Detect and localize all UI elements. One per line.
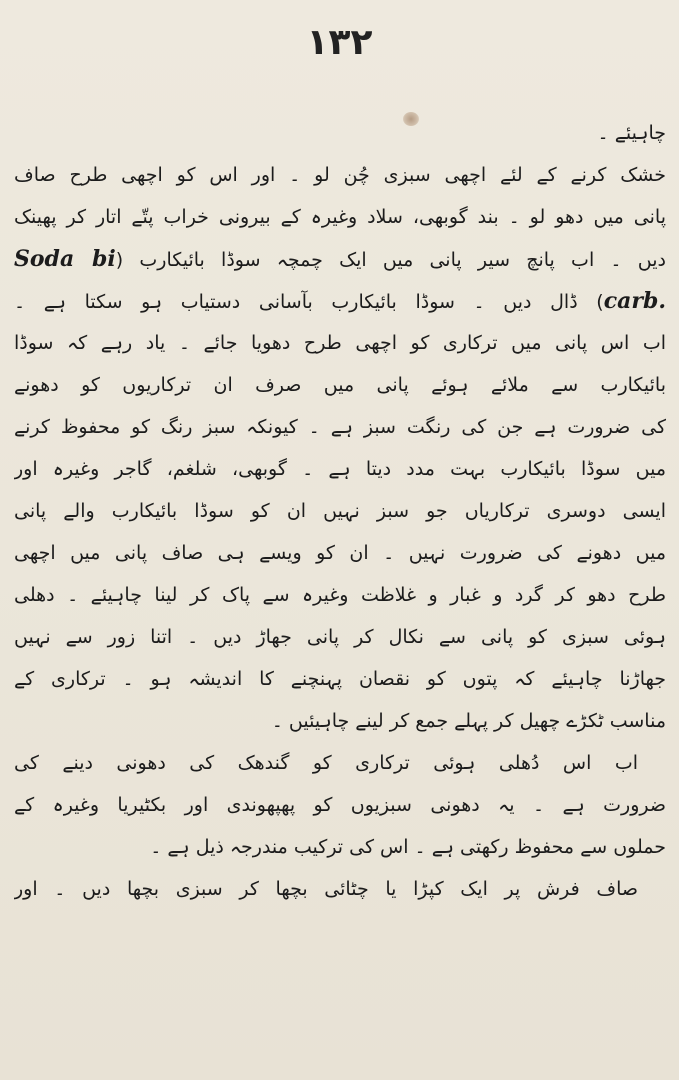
text-line: خشک کرنے کے لئے اچھی سبزی چُن لو ۔ اور اس کو اچھی طرح صاف [14,164,666,186]
text-line: ضرورت ہے ۔ یہ دھونی سبزیوں کو پھپھوندی اور بکٹیریا وغیرہ کے [14,794,666,816]
text-line: بائیکارب سے ملائے ہوئے پانی میں صرف ان ترکاریوں کو دھونے [14,374,666,396]
text-line: carb.) ڈال دیں ۔ سوڈا بائیکارب بآسانی دستیاب ہو سکتا ہے ۔ [14,288,666,314]
text-line: طرح دھو کر گرد و غبار و غلاظت وغیرہ سے پاک کر لینا چاہیئے ۔ دھلی [14,584,666,606]
text-line: چاہیئے ۔ [597,122,666,144]
text-line: پانی میں دھو لو ۔ بند گوبھی، سلاد وغیرہ کے بیرونی خراب پتّے اتار کر پھینک [14,206,666,228]
page-number: ۱۳۲ [306,22,373,63]
text-line: ایسی دوسری ترکاریاں جو سبز نہیں ان کو سوڈا بائیکارب والے پانی [14,500,666,522]
latin-term-carb: carb. [603,288,666,314]
page-text [14,112,666,910]
text-line: اب اس پانی میں ترکاری کو اچھی طرح دھویا جائے ۔ یاد رہے کہ سوڈا [14,332,666,354]
text-line: میں دھونے کی ضرورت نہیں ۔ ان کو ویسے ہی صاف پانی میں اچھی [14,542,666,564]
text-line: میں سوڈا بائیکارب بہت مدد دیتا ہے ۔ گوبھی، شلغم، گاجر وغیرہ اور [14,458,666,480]
text-line: جھاڑنا چاہیئے کہ پتوں کو نقصان پہنچنے کا اندیشہ ہو ۔ ترکاری کے [14,668,666,690]
text-line: صاف فرش پر ایک کپڑا یا چٹائی بچھا کر سبزی بچھا دیں ۔ اور [14,878,638,900]
text-line: کی ضرورت ہے جن کی رنگت سبز ہے ۔ کیونکہ سبز رنگ کو محفوظ کرنے [14,416,666,438]
text-line: دیں ۔ اب پانچ سیر پانی میں ایک چمچہ سوڈا بائیکارب (Soda bi [14,246,666,272]
text-line: حملوں سے محفوظ رکھتی ہے ۔ اس کی ترکیب مندرجہ ذیل ہے ۔ [150,836,666,858]
text-line: اب اس دُھلی ہوئی ترکاری کو گندھک کی دھونی دینے کی [14,752,638,774]
latin-term-soda: Soda bi [14,246,116,272]
text-line: ہوئی سبزی کو پانی سے نکال کر پانی جھاڑ دیں ۔ اتنا زور سے نہیں [14,626,666,648]
text-line: مناسب ٹکڑے چھیل کر پہلے جمع کر لینے چاہیئیں ۔ [271,710,666,732]
